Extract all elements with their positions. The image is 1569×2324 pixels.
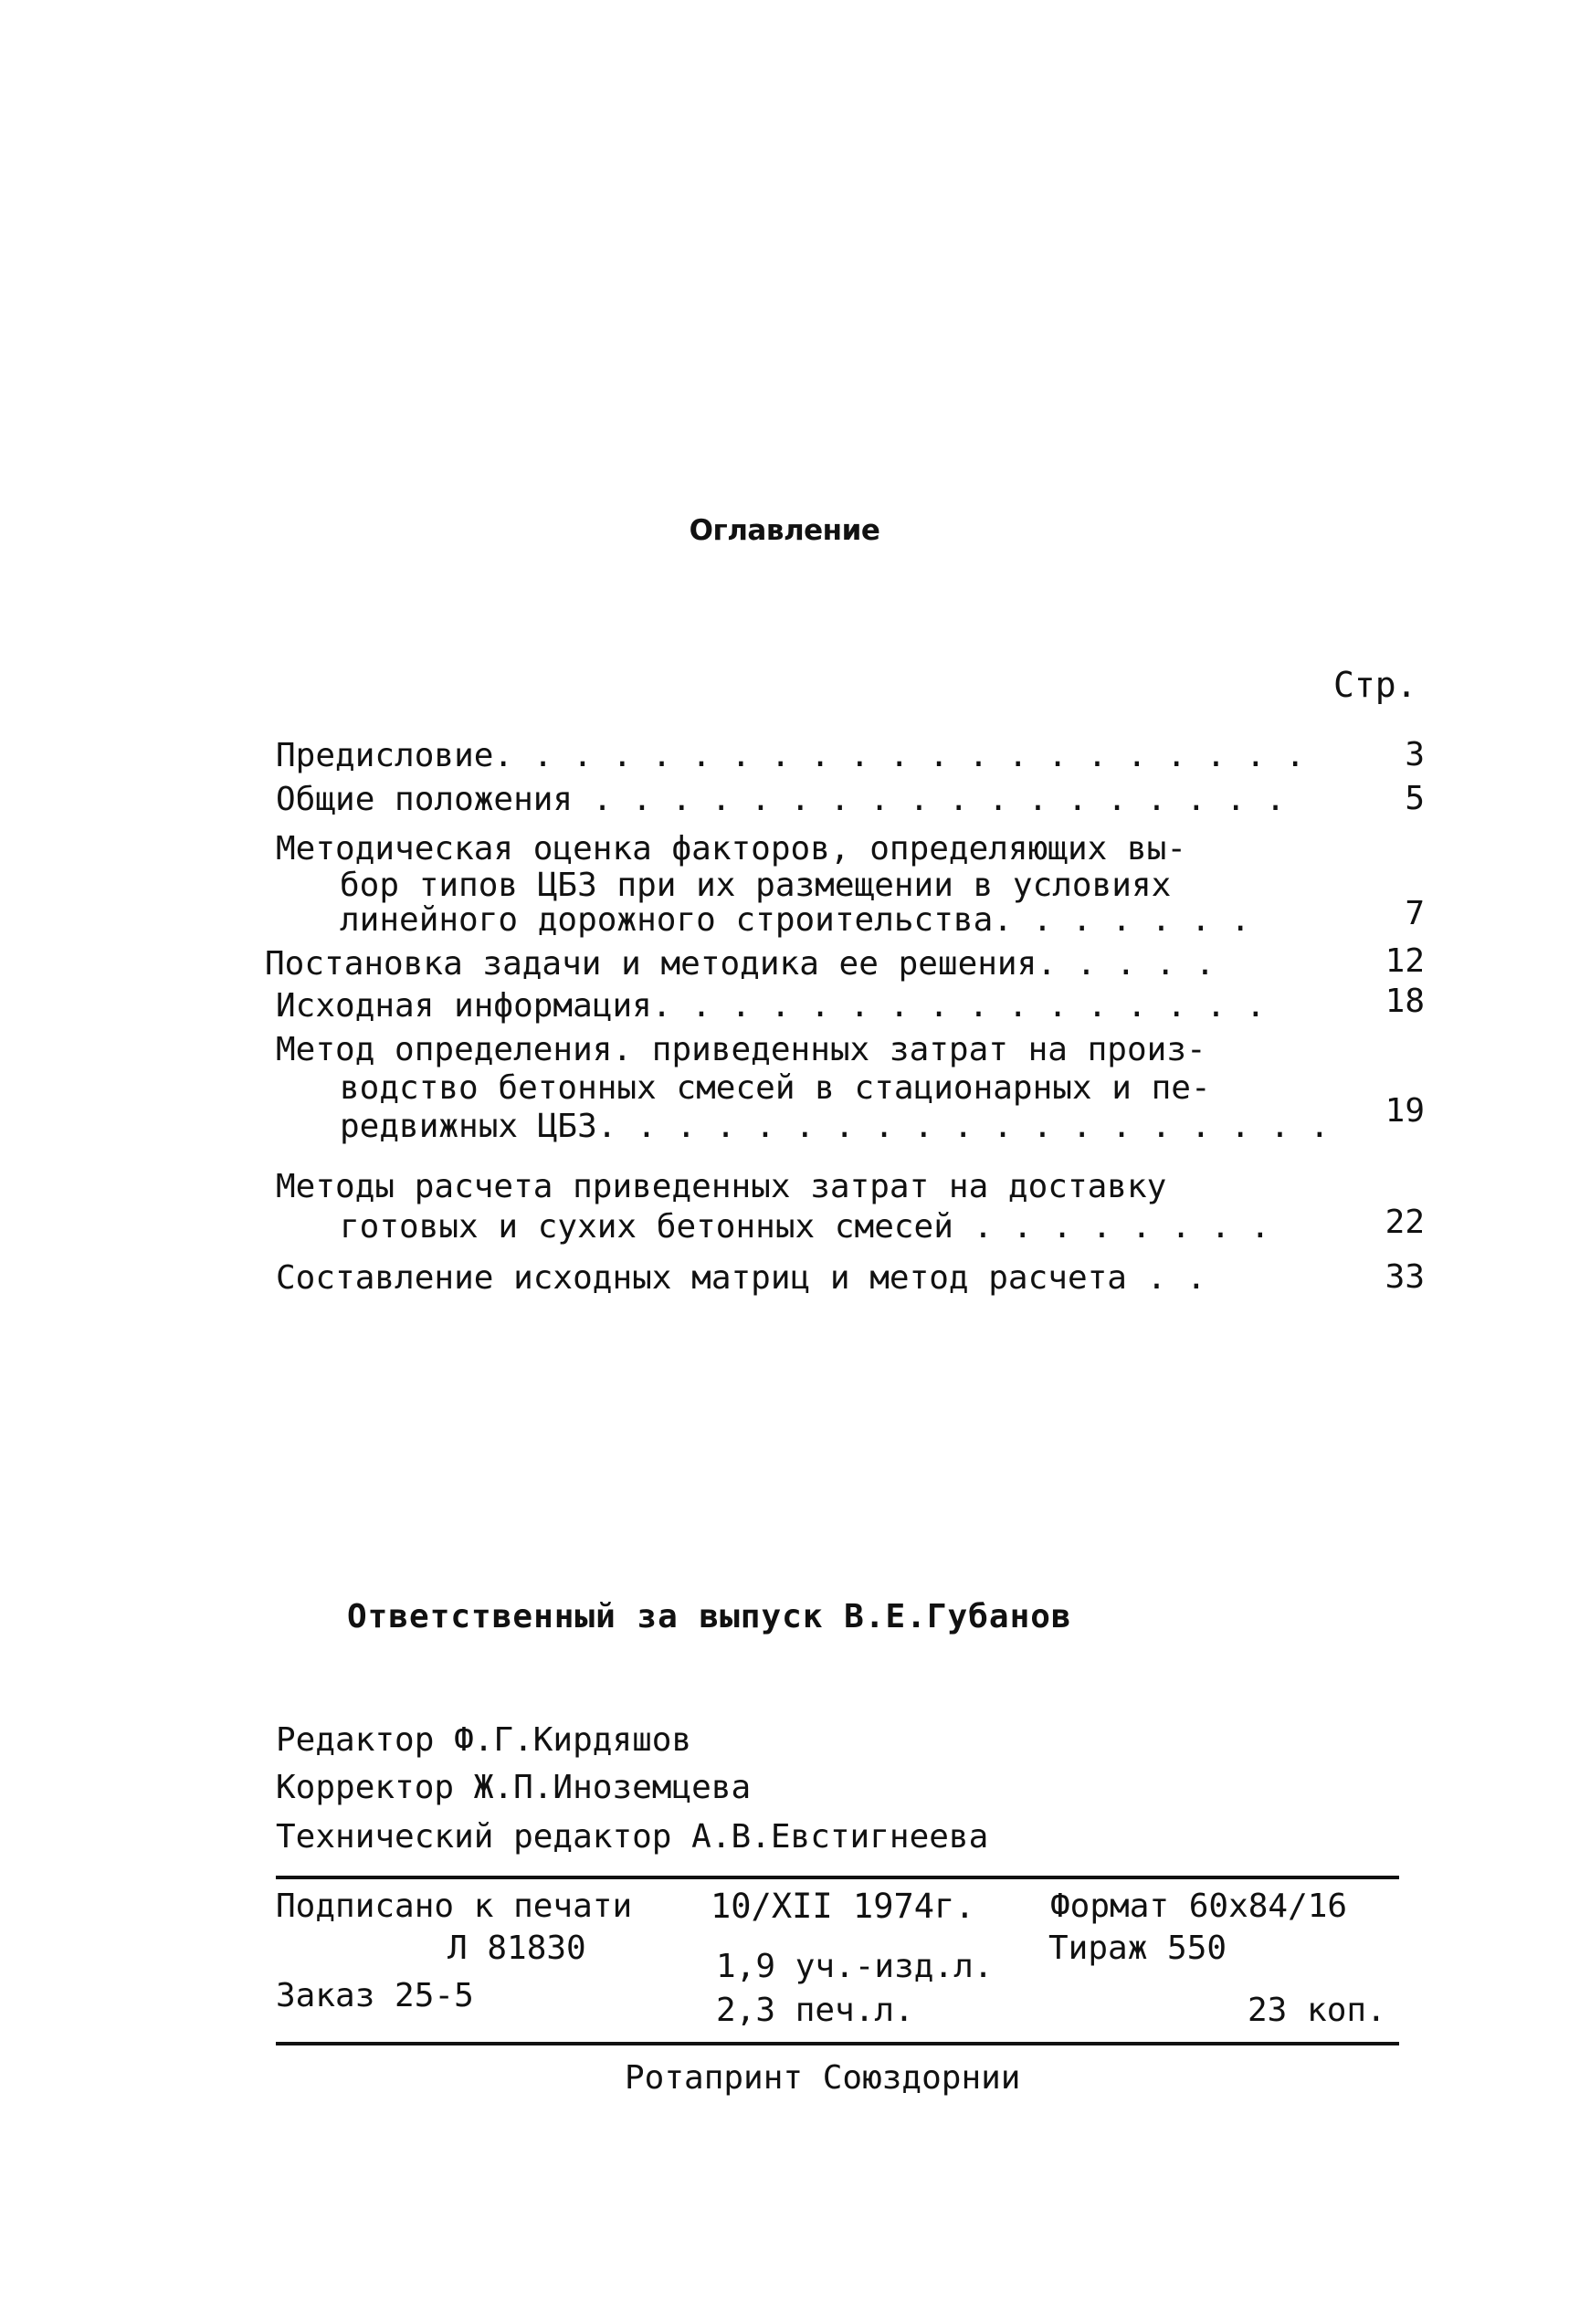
imprint-license: Л 81830 bbox=[448, 1930, 586, 1967]
printer-name: Ротапринт Союздорнии bbox=[625, 2059, 1021, 2097]
toc-entry-title[interactable]: Методическая оценка факторов, определяющих вы- bbox=[276, 830, 1186, 868]
toc-entry-page: 7 bbox=[1405, 895, 1425, 932]
page-column-label: Стр. bbox=[1333, 665, 1417, 705]
toc-entry-page: 5 bbox=[1405, 780, 1425, 817]
toc-entry-page: 18 bbox=[1385, 983, 1425, 1020]
toc-entry-title-cont: линейного дорожного строительства. . . . . . . bbox=[340, 901, 1250, 939]
toc-entry-page: 19 bbox=[1385, 1092, 1425, 1130]
responsible-editor: Ответственный за выпуск В.Е.Губанов bbox=[347, 1598, 1072, 1635]
toc-heading: Оглавление bbox=[689, 514, 880, 547]
toc-entry-title[interactable]: Исходная информация. . . . . . . . . . . . . . . . bbox=[276, 987, 1266, 1025]
toc-entry-title[interactable]: Постановка задачи и методика ее решения. . . . . bbox=[265, 945, 1216, 983]
imprint-signed: Подписано к печати bbox=[276, 1888, 633, 1925]
imprint-print-sheets: 2,3 печ.л. bbox=[716, 1992, 914, 2029]
toc-entry-title[interactable]: Предисловие. . . . . . . . . . . . . . . . . . . . . bbox=[276, 737, 1306, 774]
toc-entry-title[interactable]: Составление исходных матриц и метод расчета . . bbox=[276, 1259, 1206, 1297]
toc-entry-title-cont: готовых и сухих бетонных смесей . . . . . . . . bbox=[340, 1208, 1270, 1246]
toc-entry-title[interactable]: Методы расчета приведенных затрат на доставку bbox=[276, 1168, 1167, 1205]
imprint-edition-sheets: 1,9 уч.-изд.л. bbox=[716, 1948, 994, 1985]
toc-entry-page: 12 bbox=[1385, 942, 1425, 980]
imprint-bottom-rule bbox=[276, 2042, 1399, 2045]
toc-entry-title-cont: редвижных ЦБЗ. . . . . . . . . . . . . . . . . . . bbox=[340, 1108, 1330, 1145]
imprint-print-run: Тираж 550 bbox=[1048, 1930, 1227, 1967]
imprint-format: Формат 60х84/16 bbox=[1050, 1888, 1348, 1925]
toc-entry-title-cont: водство бетонных смесей в стационарных и пе- bbox=[340, 1069, 1211, 1107]
staff-editor: Редактор Ф.Г.Кирдяшов bbox=[276, 1721, 692, 1759]
imprint-top-rule bbox=[276, 1876, 1399, 1879]
toc-entry-title[interactable]: Метод определения. приведенных затрат на произ- bbox=[276, 1031, 1206, 1068]
toc-entry-page: 3 bbox=[1405, 736, 1425, 773]
toc-entry-page: 33 bbox=[1385, 1258, 1425, 1296]
imprint-price: 23 коп. bbox=[1248, 1992, 1386, 2029]
imprint-date: 10/XII 1974г. bbox=[711, 1887, 975, 1926]
toc-entry-page: 22 bbox=[1385, 1204, 1425, 1241]
toc-entry-title-cont: бор типов ЦБЗ при их размещении в условиях bbox=[340, 867, 1172, 904]
imprint-order: Заказ 25-5 bbox=[276, 1977, 474, 2014]
staff-tech-editor: Технический редактор А.В.Евстигнеева bbox=[276, 1818, 989, 1856]
staff-proofreader: Корректор Ж.П.Иноземцева bbox=[276, 1769, 752, 1806]
toc-entry-title[interactable]: Общие положения . . . . . . . . . . . . . . . . . . bbox=[276, 781, 1286, 818]
